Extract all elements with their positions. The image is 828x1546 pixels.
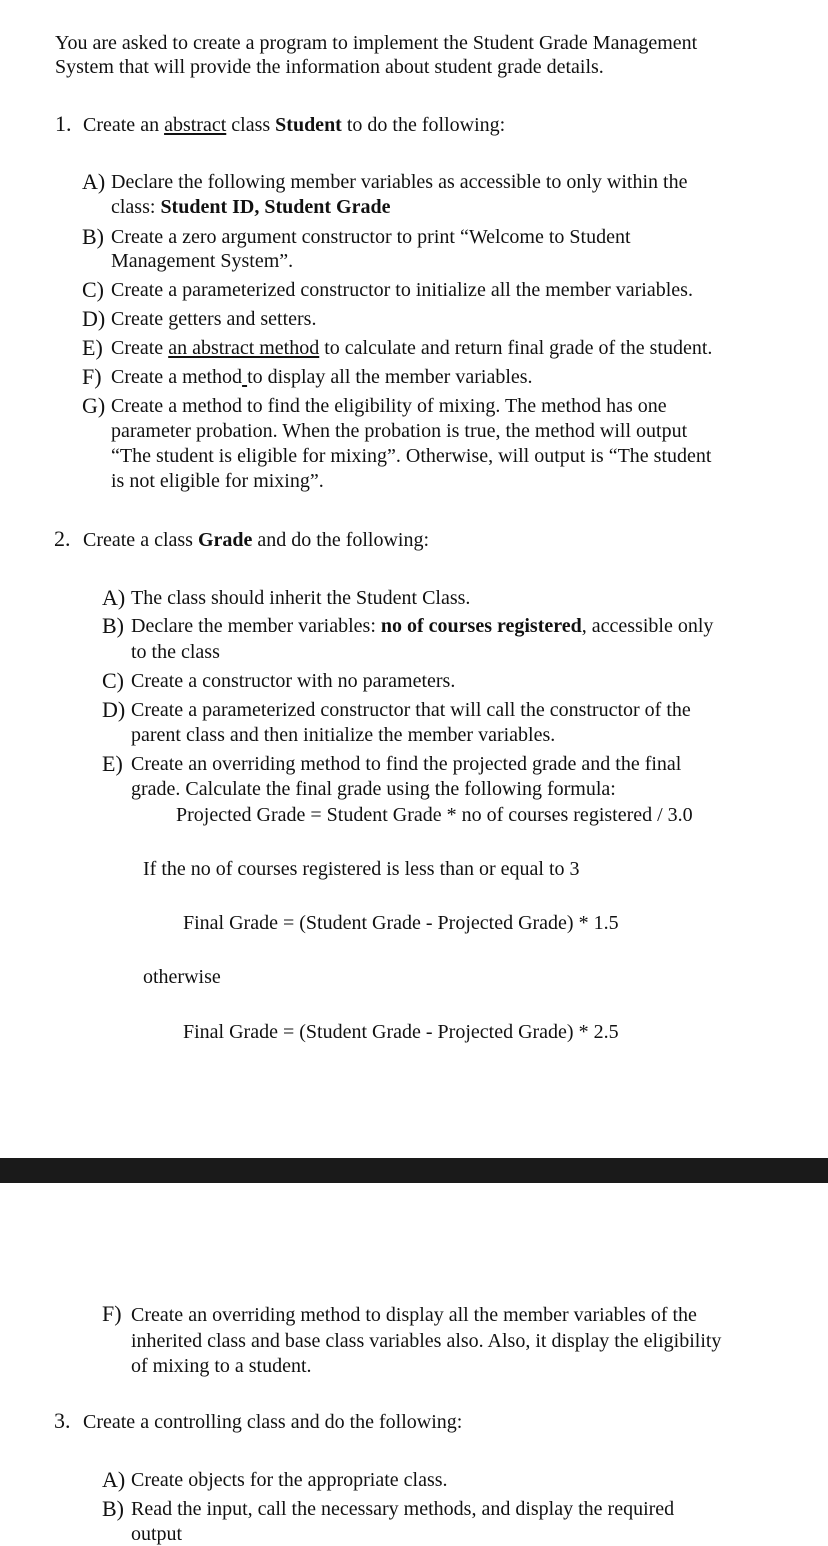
- s1-item-g-line-2: parameter probation. When the probation is true, the method will output: [111, 420, 688, 442]
- s1-item-f-marker: F): [82, 364, 102, 389]
- s2-item-c-line-1: Create a constructor with no parameters.: [131, 670, 456, 692]
- s2-item-c-marker: C): [102, 668, 124, 693]
- s2-item-d-line-1: Create a parameterized constructor that will call the constructor of the: [131, 699, 691, 721]
- final-grade-formula-2: Final Grade = (Student Grade - Projected Grade) * 2.5: [183, 1021, 619, 1043]
- abstract-method-text: an abstract method: [168, 337, 320, 359]
- section-2-number: 2.: [54, 526, 71, 551]
- projected-grade-formula: Projected Grade = Student Grade * no of courses registered / 3.0: [176, 804, 693, 826]
- s1-item-g-line-3: “The student is eligible for mixing”. Otherwise, will output is “The student: [111, 445, 712, 467]
- s1-item-g-line-4: is not eligible for mixing”.: [111, 470, 324, 492]
- student-class-name: Student: [275, 114, 342, 136]
- s2-item-e-line-1: Create an overriding method to find the projected grade and the final: [131, 753, 682, 775]
- s2-item-a-line-1: The class should inherit the Student Class.: [131, 587, 471, 609]
- section-2-heading: Create a class Grade and do the following:: [83, 529, 430, 551]
- s2-item-b-line-1: Declare the member variables: no of courses registered, accessible only: [131, 615, 714, 637]
- section-1-heading: Create an abstract class Student to do the following:: [83, 114, 506, 136]
- section-3-number: 3.: [54, 1408, 71, 1433]
- otherwise-text: otherwise: [143, 966, 221, 988]
- s1-item-d-line-1: Create getters and setters.: [111, 308, 317, 330]
- final-grade-formula-1: Final Grade = (Student Grade - Projected Grade) * 1.5: [183, 912, 619, 934]
- s1-item-g-marker: G): [82, 393, 106, 418]
- grade-class-name: Grade: [197, 529, 253, 551]
- s2-item-b-line-2: to the class: [131, 641, 220, 663]
- s3-item-a-line-1: Create objects for the appropriate class.: [131, 1469, 448, 1491]
- s2-item-f-line-1: Create an overriding method to display all the member variables of the: [131, 1304, 697, 1326]
- abstract-word: abstract: [164, 114, 227, 136]
- s1-item-d-marker: D): [82, 306, 106, 331]
- section-1-number: 1.: [55, 111, 72, 136]
- s1-item-e-marker: E): [82, 335, 103, 360]
- s1-item-c-line-1: Create a parameterized constructor to initialize all the member variables.: [111, 279, 693, 301]
- s2-item-e-line-2: grade. Calculate the final grade using the following formula:: [131, 778, 616, 800]
- s3-item-b-line-1: Read the input, call the necessary methods, and display the required: [131, 1498, 675, 1520]
- s1-item-b-marker: B): [82, 224, 104, 249]
- section-3-heading: Create a controlling class and do the following:: [83, 1411, 463, 1433]
- page-divider: [0, 1158, 828, 1183]
- s1-item-a-marker: A): [82, 169, 106, 194]
- s1-item-c-marker: C): [82, 277, 104, 302]
- s1-item-b-line-2: Management System”.: [111, 250, 294, 272]
- s2-item-f-line-2: inherited class and base class variables also. Also, it display the eligibility: [131, 1330, 722, 1352]
- s3-item-b-marker: B): [102, 1496, 124, 1521]
- s1-item-a-line-2: class: Student ID, Student Grade: [111, 196, 391, 218]
- s2-item-b-marker: B): [102, 613, 124, 638]
- s1-item-e-line-1: Create an abstract method to calculate and return final grade of the student.: [111, 337, 713, 359]
- intro-line-1: You are asked to create a program to implement the Student Grade Management: [55, 32, 698, 54]
- s2-item-d-line-2: parent class and then initialize the member variables.: [131, 724, 556, 746]
- s2-item-e-marker: E): [102, 751, 123, 776]
- s2-item-a-marker: A): [102, 585, 126, 610]
- s1-item-b-line-1: Create a zero argument constructor to print “Welcome to Student: [111, 226, 631, 248]
- condition-text: If the no of courses registered is less than or equal to 3: [143, 858, 580, 880]
- s3-item-b-line-2: output: [131, 1523, 183, 1545]
- s1-item-f-line-1: Create a method to display all the member variables.: [111, 366, 533, 388]
- intro-line-2: System that will provide the information about student grade details.: [55, 56, 604, 78]
- s1-item-g-line-1: Create a method to find the eligibility of mixing. The method has one: [111, 395, 667, 417]
- s1-item-a-line-1: Declare the following member variables as accessible to only within the: [111, 171, 688, 193]
- s2-item-d-marker: D): [102, 697, 126, 722]
- s2-item-f-marker: F): [102, 1301, 122, 1326]
- s2-item-f-line-3: of mixing to a student.: [131, 1355, 312, 1377]
- s3-item-a-marker: A): [102, 1467, 126, 1492]
